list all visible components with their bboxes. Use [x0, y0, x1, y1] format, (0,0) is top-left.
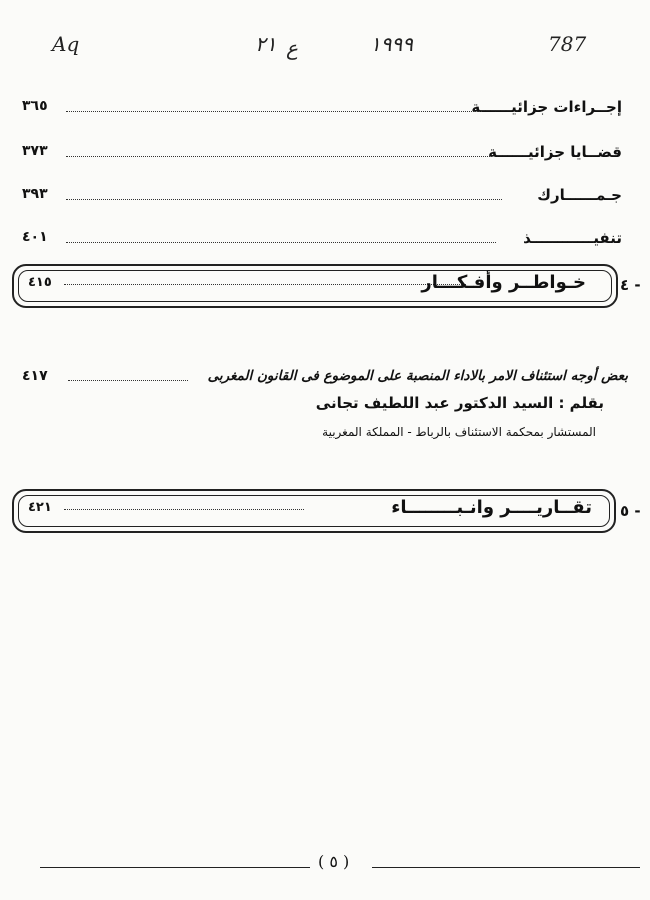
section-5-box: [12, 489, 616, 533]
dot-leader: [66, 111, 482, 112]
dot-leader: [64, 284, 466, 285]
year: ١٩٩٩: [370, 32, 413, 56]
section-4-box: [12, 264, 618, 308]
toc-entry-title: قضــايا جزائيــــــة: [488, 143, 622, 161]
toc-entry: [22, 186, 622, 208]
section-4-page: ٤١٥: [28, 275, 52, 290]
issue-label: ع: [286, 36, 298, 60]
toc-entry-page: ٣٩٣: [22, 186, 48, 202]
footer-page-number: ( ٥ ): [318, 852, 350, 871]
dot-leader: [66, 156, 492, 157]
toc-entry-page: ٤٠١: [22, 229, 48, 245]
article-position: المستشار بمحكمة الاستئناف بالرباط - المملكة المغربية: [322, 425, 596, 439]
toc-entry-page: ٣٦٥: [22, 98, 48, 114]
code-number: 787: [548, 32, 587, 56]
section-4-title: خـواطــر وأفـكـــار: [421, 272, 586, 293]
section-5-page: ٤٢١: [28, 500, 52, 515]
section-5-number: ٥ -: [620, 502, 641, 520]
toc-entry-title: تنفيــــــــــــذ: [523, 229, 622, 247]
toc-entry-title: جـمــــــارك: [537, 186, 622, 204]
dot-leader: [68, 380, 188, 381]
article-title: بعض أوجه استئناف الامر بالاداء المنصبة على الموضوع فى القانون المغربى: [207, 368, 628, 384]
handwritten-mark: Aq: [52, 32, 80, 56]
toc-entry: [22, 143, 622, 165]
footer-rule-left: [40, 867, 310, 868]
footer-rule-right: [372, 867, 640, 868]
article-author: بقلم : السيد الدكتور عبد اللطيف تجانى: [315, 394, 604, 412]
toc-entry: [22, 229, 622, 251]
dot-leader: [66, 242, 496, 243]
article-page: ٤١٧: [22, 368, 48, 384]
issue-number: ٢١: [255, 32, 277, 56]
toc-entry-page: ٣٧٣: [22, 143, 48, 159]
section-4-number: ٤ -: [620, 276, 641, 294]
toc-entry: [22, 98, 622, 120]
toc-entry-title: إجــراءات جزائيــــــة: [471, 98, 622, 116]
section-5-title: تقــاريــــر وانـبــــــــاء: [391, 497, 592, 518]
dot-leader: [64, 509, 304, 510]
dot-leader: [66, 199, 502, 200]
